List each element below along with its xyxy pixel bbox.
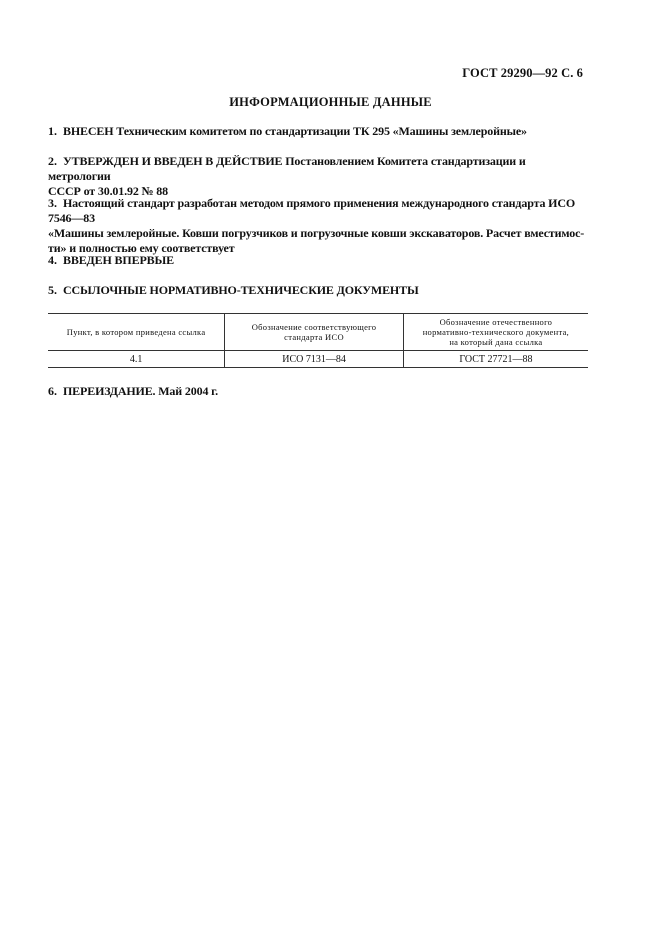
table-header-cell <box>48 314 225 351</box>
table-cell: ИСО 7131—84 <box>225 351 404 368</box>
item-text-line: УТВЕРЖДЕН И ВВЕДЕН В ДЕЙСТВИЕ Постановлением Комитета стандартизации и метрологии <box>48 154 526 183</box>
item-number: 4. <box>48 253 57 267</box>
item-number: 3. <box>48 196 57 210</box>
item-number: 5. <box>48 283 57 297</box>
item-number: 2. <box>48 154 57 168</box>
item-text-line: СССР от 30.01.92 № 88 <box>48 184 168 198</box>
table-header-cell <box>403 314 588 351</box>
info-item-5 <box>48 283 588 298</box>
info-item-1 <box>48 124 588 139</box>
header-line: Обозначение отечественного <box>439 317 553 327</box>
info-item-4 <box>48 253 588 268</box>
info-item-2 <box>48 154 588 199</box>
header-line: Пункт, в котором приведена ссылка <box>66 327 206 337</box>
item-text-line: «Машины землеройные. Ковши погрузчиков и погрузочные ковши экскаваторов. Расчет вместимос- <box>48 226 585 240</box>
table-cell: ГОСТ 27721—88 <box>403 351 588 368</box>
reference-documents-table <box>48 313 588 368</box>
item-text-line: Настоящий стандарт разработан методом прямого применения международного стандарта ИСО 7546—83 <box>48 196 576 225</box>
table-header-row <box>48 314 588 351</box>
page-title: ИНФОРМАЦИОННЫЕ ДАННЫЕ <box>229 95 432 109</box>
header-line: на который дана ссылка <box>449 337 543 347</box>
header-line: нормативно-технического документа, <box>422 327 570 337</box>
item-number: 1. <box>48 124 57 138</box>
info-item-3 <box>48 196 588 256</box>
table-cell: 4.1 <box>48 351 225 368</box>
item-text-line: ВВЕДЕН ВПЕРВЫЕ <box>63 253 174 267</box>
item-text-line: ти» и полностью ему соответствует <box>48 241 235 255</box>
item-number: 6. <box>48 384 57 398</box>
table-header-cell <box>225 314 404 351</box>
header-line: стандарта ИСО <box>284 332 344 342</box>
item-text-line: ССЫЛОЧНЫЕ НОРМАТИВНО-ТЕХНИЧЕСКИЕ ДОКУМЕНТЫ <box>63 283 419 297</box>
table-row <box>48 351 588 368</box>
item-text-line: ВНЕСЕН Техническим комитетом по стандартизации ТК 295 «Машины землеройные» <box>63 124 527 138</box>
page-header-doc-ref: ГОСТ 29290—92 С. 6 <box>462 66 583 80</box>
header-line: Обозначение соответствующего <box>251 322 377 332</box>
item-text-line: ПЕРЕИЗДАНИЕ. Май 2004 г. <box>63 384 218 398</box>
info-item-6 <box>48 384 588 399</box>
